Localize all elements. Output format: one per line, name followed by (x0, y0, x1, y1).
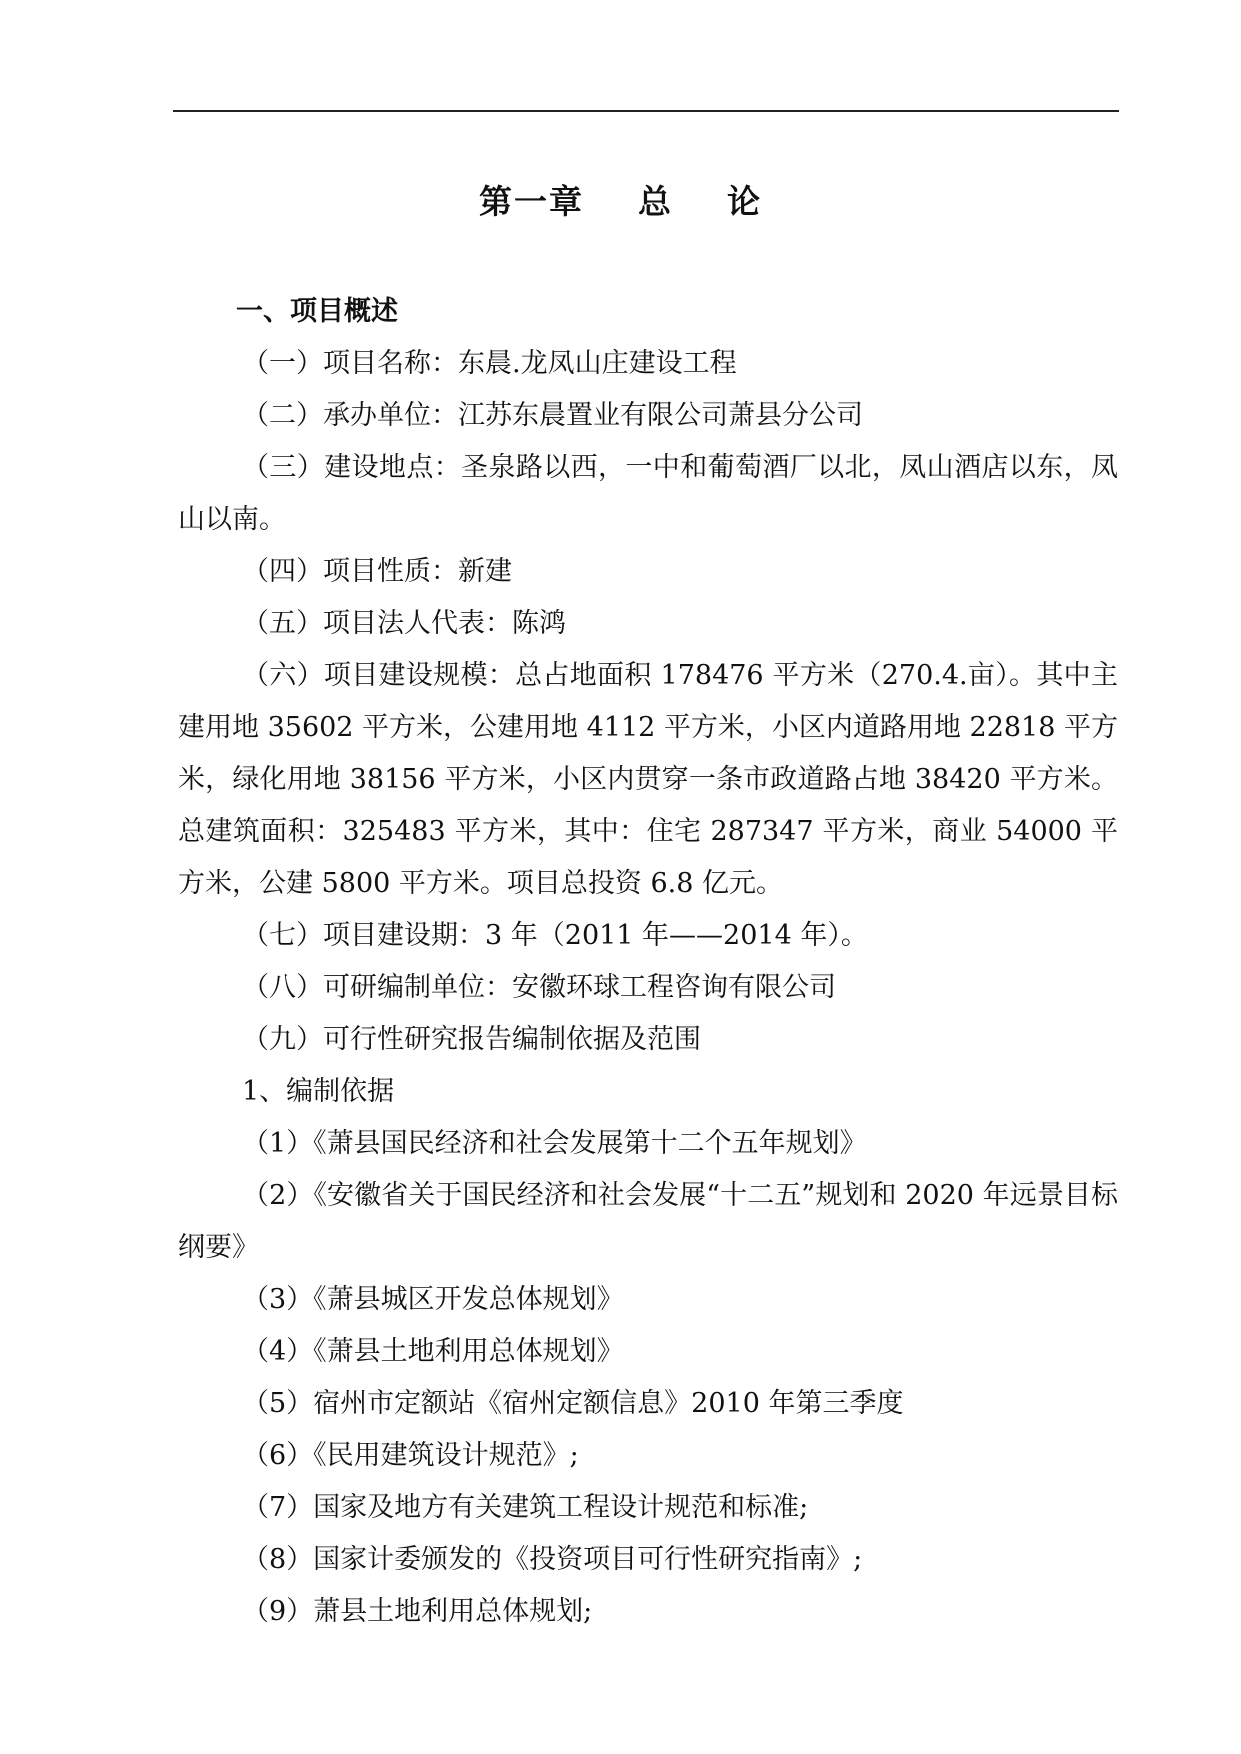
basis-subheading: 1、编制依据 (242, 1076, 395, 1107)
basis-item-1: （1）《萧县国民经济和社会发展第十二个五年规划》 (242, 1128, 867, 1159)
construction-period-line: （七）项目建设期：3 年（2011 年——2014 年）。 (242, 920, 868, 951)
basis-item-7: （7）国家及地方有关建筑工程设计规范和标准; (242, 1492, 809, 1523)
basis-scope-line: （九）可行性研究报告编制依据及范围 (242, 1024, 701, 1055)
legal-representative-line: （五）项目法人代表：陈鸿 (242, 608, 566, 639)
document-body (178, 338, 1118, 1638)
basis-item-6: （6）《民用建筑设计规范》; (242, 1440, 579, 1471)
basis-item-2: （2）《安徽省关于国民经济和社会发展“十二五”规划和 2020 年远景目标纲要》 (178, 1180, 1118, 1263)
header-rule (173, 110, 1119, 112)
basis-item-8: （8）国家计委颁发的《投资项目可行性研究指南》; (242, 1544, 863, 1575)
chapter-title: 第一章 总 论 (479, 182, 762, 221)
project-nature-line: （四）项目性质：新建 (242, 556, 512, 587)
basis-item-5: （5）宿州市定额站《宿州定额信息》2010 年第三季度 (242, 1388, 904, 1419)
project-name-line: （一）项目名称：东晨.龙凤山庄建设工程 (242, 348, 737, 379)
basis-item-9: （9）萧县土地利用总体规划; (242, 1596, 593, 1627)
organizer-line: （二）承办单位：江苏东晨置业有限公司萧县分公司 (242, 400, 863, 431)
basis-item-3: （3）《萧县城区开发总体规划》 (242, 1284, 624, 1315)
report-unit-line: （八）可研编制单位：安徽环球工程咨询有限公司 (242, 972, 836, 1003)
scale-paragraph: （六）项目建设规模：总占地面积 178476 平方米（270.4.亩）。其中主建用地 35602 平方米，公建用地 4112 平方米，小区内道路用地 22818 平方米，绿化用地 38156 平方米，小区内贯穿一条市政道路占地 38420 平方米。总建筑面积：325483 平方米，其中：住宅 287347 平方米，商业 54000 平方米，公建 5800 平方米。项目总投资 6.8 亿元。 (178, 660, 1118, 899)
basis-item-4: （4）《萧县土地利用总体规划》 (242, 1336, 624, 1367)
section-heading: 一、项目概述 (236, 296, 398, 327)
location-paragraph: （三）建设地点：圣泉路以西，一中和葡萄酒厂以北，凤山酒店以东，凤山以南。 (178, 452, 1118, 535)
